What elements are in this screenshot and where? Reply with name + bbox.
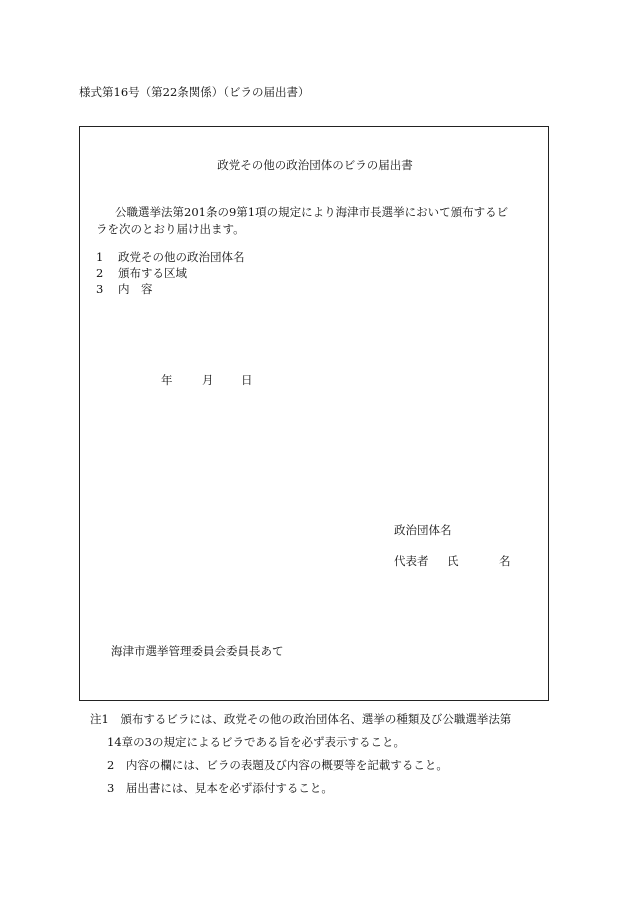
addressee: 海津市選挙管理委員会委員長あて <box>111 644 284 658</box>
item-distribution-area <box>96 265 187 281</box>
note-2: 2 内容の欄には、ビラの表題及び内容の概要等を記載すること。 <box>107 758 448 772</box>
representative-name-mei: 名 <box>499 554 511 568</box>
item-number: 3 <box>96 282 104 296</box>
item-content <box>96 281 153 297</box>
body-text-line-2: ラを次のとおり届け出ます。 <box>96 222 245 236</box>
item-political-group-name <box>96 249 245 265</box>
date-year-label: 年 <box>161 373 173 387</box>
representative-label: 代表者 <box>394 554 429 568</box>
form-number-label: 様式第16号（第22条関係）（ビラの届出書） <box>79 85 310 99</box>
item-number: 1 <box>96 250 104 264</box>
representative-name-shi: 氏 <box>447 554 459 568</box>
notification-form-box <box>79 126 549 701</box>
item-label: 頒布する区域 <box>118 266 187 280</box>
date-month-label: 月 <box>202 373 214 387</box>
political-group-name-label: 政治団体名 <box>394 523 452 537</box>
item-label: 政党その他の政治団体名 <box>118 250 245 264</box>
item-number: 2 <box>96 266 104 280</box>
note-1-line-2: 14章の3の規定によるビラである旨を必ず表示すること。 <box>107 735 405 749</box>
note-1-line-1: 注1 頒布するビラには、政党その他の政治団体名、選挙の種類及び公職選挙法第 <box>90 712 512 726</box>
note-3: 3 届出書には、見本を必ず添付すること。 <box>107 781 333 795</box>
date-day-label: 日 <box>241 373 253 387</box>
body-text-line-1: 公職選挙法第201条の9第1項の規定により海津市長選挙において頒布するビ <box>115 205 509 219</box>
item-label: 内 容 <box>118 282 153 296</box>
document-title: 政党その他の政治団体のビラの届出書 <box>217 158 413 172</box>
